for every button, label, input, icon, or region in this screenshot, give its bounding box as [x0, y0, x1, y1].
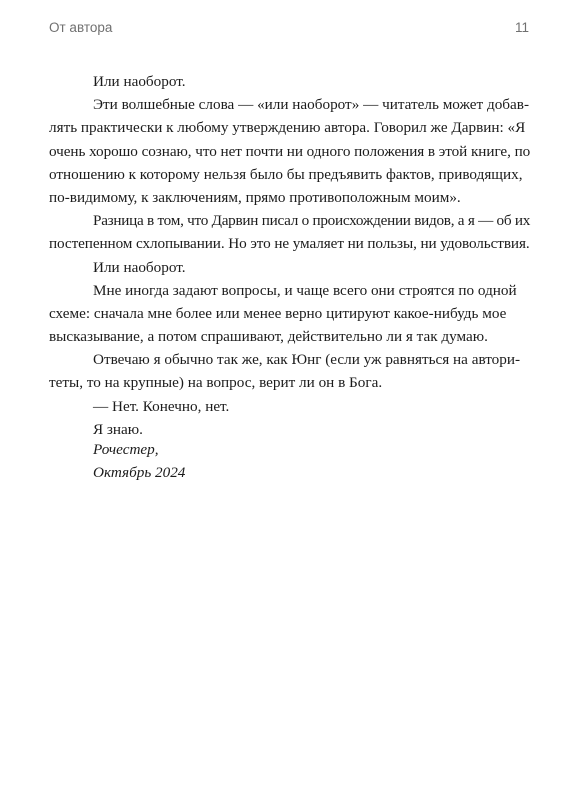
signature — [93, 438, 185, 484]
paragraph-line: постепенном схлопывании. Но это не умаляет ни пользы, ни удовольствия. — [49, 235, 530, 253]
paragraph-line: лять практически к любому утверждению автора. Говорил же Дарвин: «Я — [49, 119, 526, 137]
paragraph-line: Мне иногда задают вопросы, и чаще всего они строятся по одной — [93, 281, 517, 299]
paragraph-line: Отвечаю я обычно так же, как Юнг (если уж равняться на автори- — [93, 351, 521, 369]
paragraph-line: отношению к которому нельзя было бы предъявить фактов, приводящих, — [49, 165, 523, 183]
paragraph-line: Я знаю. — [93, 420, 143, 438]
running-title: От автора — [49, 20, 113, 35]
page-header — [49, 20, 529, 40]
paragraph-line: высказывание, а потом спрашивают, действительно ли я так думаю. — [49, 328, 488, 346]
body-text — [49, 70, 531, 441]
paragraph-line: по-видимому, к заключениям, прямо противоположным моим». — [49, 188, 461, 206]
signature-date: Октябрь 2024 — [93, 464, 186, 482]
paragraph-line: теты, то на крупные) на вопрос, верит ли он в Бога. — [49, 374, 383, 392]
paragraph-line: Или наоборот. — [93, 73, 186, 90]
paragraph-line: схеме: сначала мне более или менее верно цитируют какое-нибудь мое — [49, 304, 507, 322]
page-number: 11 — [514, 20, 529, 35]
paragraph-line: — Нет. Конечно, нет. — [93, 397, 230, 415]
paragraph-line: Разница в том, что Дарвин писал о происхождении видов, а я — об их — [93, 212, 531, 230]
signature-place: Рочестер, — [93, 441, 159, 458]
paragraph-line: очень хорошо сознаю, что нет почти ни одного положения в этой книге, по — [49, 142, 531, 160]
paragraph-line: Эти волшебные слова — «или наоборот» — читатель может добав- — [93, 96, 530, 114]
paragraph-line: Или наоборот. — [93, 258, 186, 276]
